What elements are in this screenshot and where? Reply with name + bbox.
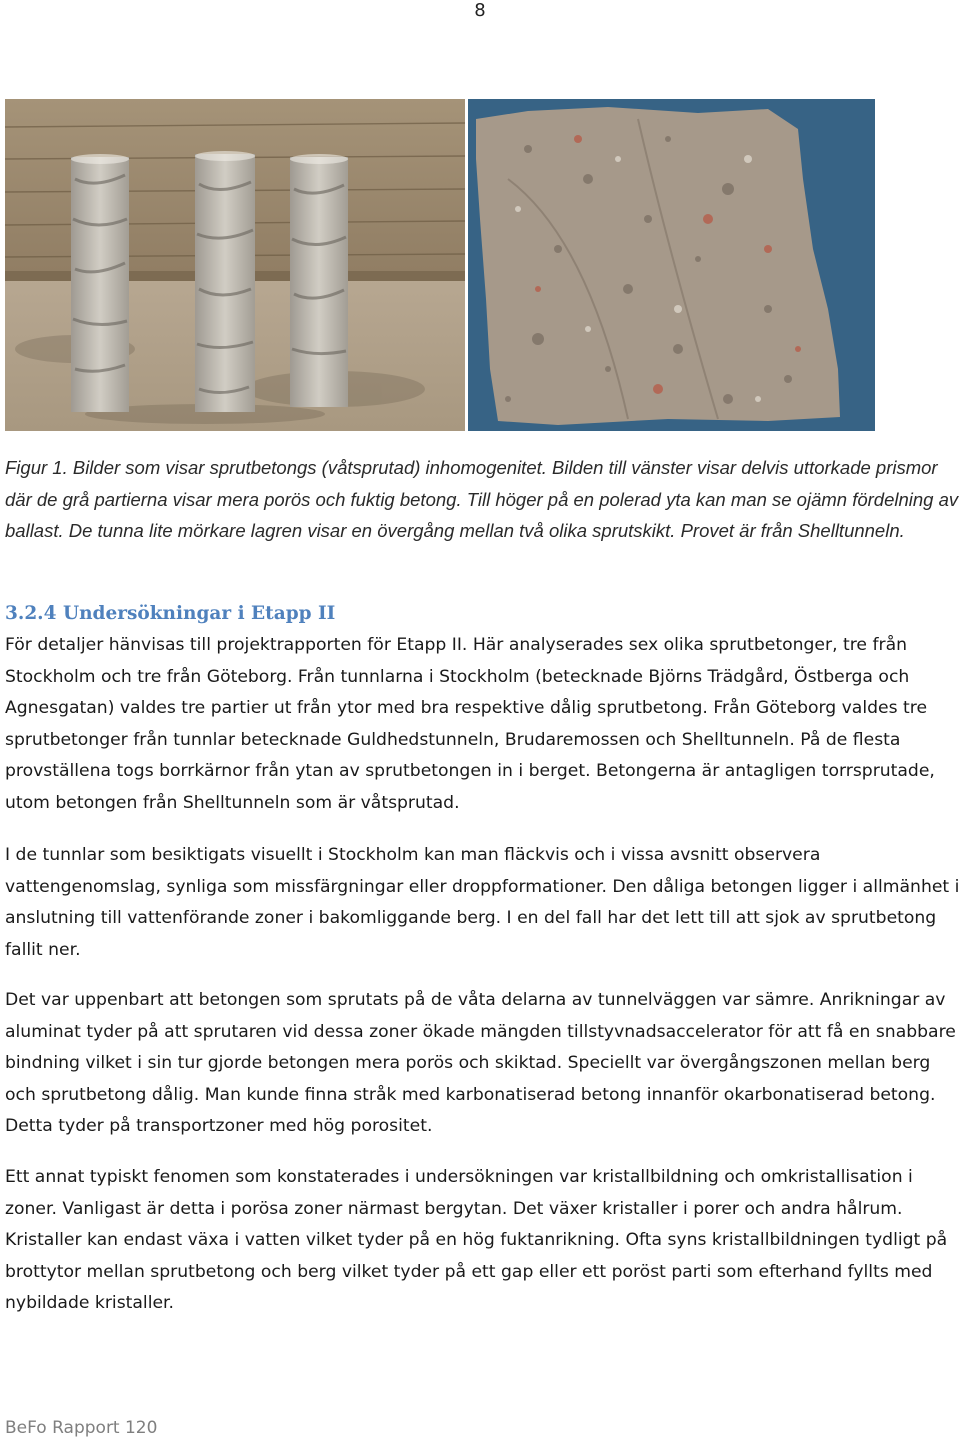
polished-concrete-sample-photo	[468, 99, 875, 431]
section-heading: 3.2.4 Undersökningar i Etapp II	[5, 603, 336, 624]
page-number: 8	[474, 0, 486, 21]
figure-caption: Figur 1. Bilder som visar sprutbetongs (våtsprutad) inhomogenitet. Bilden till vänster visar delvis uttorkade prismor där de grå partierna visar mera porös och fuktig betong. Till höger på en polerad yta kan man se ojämn fördelning av ballast. De tunna lite mörkare lagren visar en övergång mellan två olika sprutskikt. Provet är från Shelltunneln.	[5, 457, 959, 541]
paragraph: Det var uppenbart att betongen som sprutats på de våta delarna av tunnelväggen var sämre. Anrikningar av aluminat tyder på att sprutaren vid dessa zoner ökade mängden tillstyvnadsaccelerator för att få en snabbare bindning vilket i sin tur gjorde betongen mera porös och skiktad. Speciellt var övergångszonen mellan berg och sprutbetong dålig. Man kunde finna stråk med karbonatiserad betong innanför okarbonatiserad betong. Detta tyder på transportzoner med hög porositet.	[5, 990, 956, 1136]
paragraph: För detaljer hänvisas till projektrapporten för Etapp II. Här analyserades sex olika sprutbetonger, tre från Stockholm och tre från Göteborg. Från tunnlarna i Stockholm (betecknade Björns Trädgård, Östberga och Agnesgatan) valdes tre partier ut från ytor med bra respektive dålig sprutbetong. Från Göteborg valdes tre sprutbetonger från tunnlar betecknade Guldhedstunneln, Brudaremossen och Shelltunneln. På de flesta provställena togs borrkärnor från ytan av sprutbetongen in i berget. Betongerna är antagligen torrsprutade, utom betongen från Shelltunneln som är våtsprutad.	[5, 635, 935, 813]
sprayed-concrete-prisms-photo	[5, 99, 465, 431]
figure	[5, 99, 875, 431]
paragraph: Ett annat typiskt fenomen som konstaterades i undersökningen var kristallbildning och omkristallisation i zoner. Vanligast är detta i porösa zoner närmast bergytan. Det växer kristaller i porer och andra hålrum. Kristaller kan endast växa i vatten vilket tyder på en hög fuktanrikning. Ofta syns kristallbildningen tydligt på brottytor mellan sprutbetong och berg vilket tyder på ett gap eller ett poröst parti som efterhand fyllts med nybildade kristaller.	[5, 1167, 948, 1313]
report-footer: BeFo Rapport 120	[5, 1418, 158, 1438]
paragraph: I de tunnlar som besiktigats visuellt i Stockholm kan man fläckvis och i vissa avsnitt observera vattengenomslag, synliga som missfärgningar eller droppformationer. Den dåliga betongen ligger i allmänhet i anslutning till vattenförande zoner i bakomliggande berg. I en del fall har det lett till att sjok av sprutbetong fallit ner.	[5, 845, 960, 960]
